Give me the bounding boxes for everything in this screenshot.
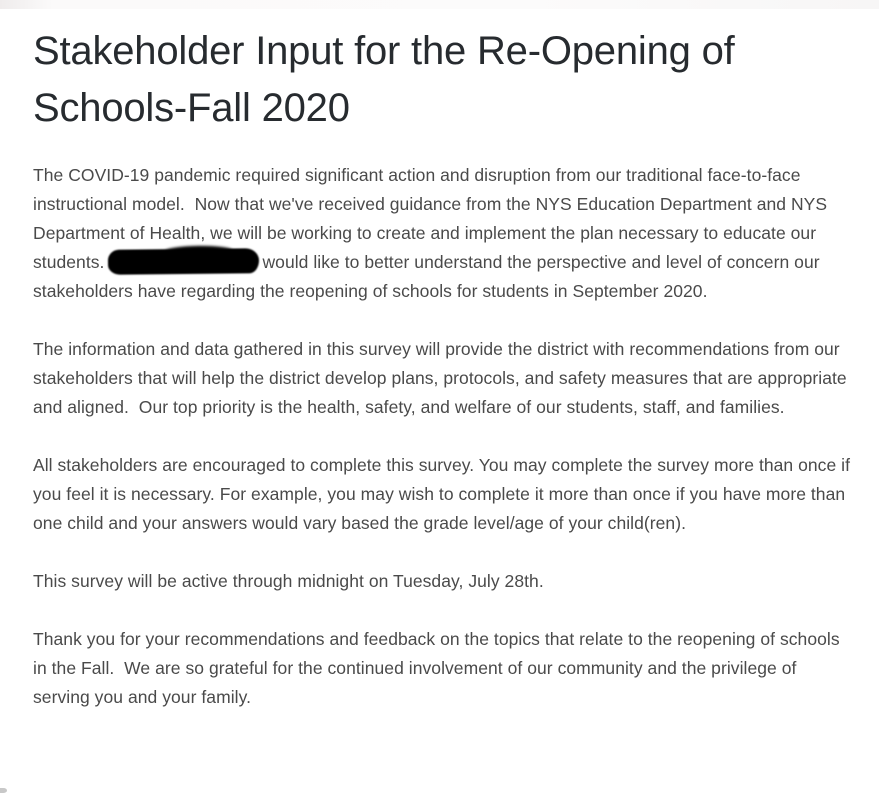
intro-paragraph-2: The information and data gathered in this survey will provide the district with recommendations from our stakeholders that will help the district develop plans, protocols, and safety measures that are appropriate and aligned. Our top priority is the health, safety, and welfare of our students, staff, and families.	[33, 339, 852, 417]
intro-paragraph-3: All stakeholders are encouraged to complete this survey. You may complete the survey more than once if you feel it is necessary. For example, you may wish to complete it more than once if you have more than one child and your answers would vary based the grade level/age of your child(ren).	[33, 455, 855, 533]
intro-paragraph-1	[33, 161, 851, 306]
scan-artifact-speck	[0, 788, 7, 793]
paragraph-1-text-after-redaction: would like to better understand the perspective and level of concern our stakeholders have regarding the reopening of schools for students in September 2020.	[33, 252, 825, 301]
paragraph-1-text-before-redaction: The COVID-19 pandemic required significant action and disruption from our traditional face-to-face instructional model. Now that we've received guidance from the NYS Education Department and NYS Department of Health, we will be working to create and implement the plan necessary to educate our students.	[33, 165, 833, 272]
redaction-box	[108, 248, 259, 275]
intro-paragraph-4: This survey will be active through midnight on Tuesday, July 28th.	[33, 571, 544, 591]
form-description-section	[0, 9, 879, 712]
form-title: Stakeholder Input for the Re-Opening of Schools-Fall 2020	[33, 29, 735, 130]
page-top-edge	[0, 0, 879, 9]
form-description-text	[33, 161, 855, 712]
intro-paragraph-5: Thank you for your recommendations and feedback on the topics that relate to the reopening of schools in the Fall. We are so grateful for the continued involvement of our community and the privilege of serving you and your family.	[33, 629, 845, 707]
